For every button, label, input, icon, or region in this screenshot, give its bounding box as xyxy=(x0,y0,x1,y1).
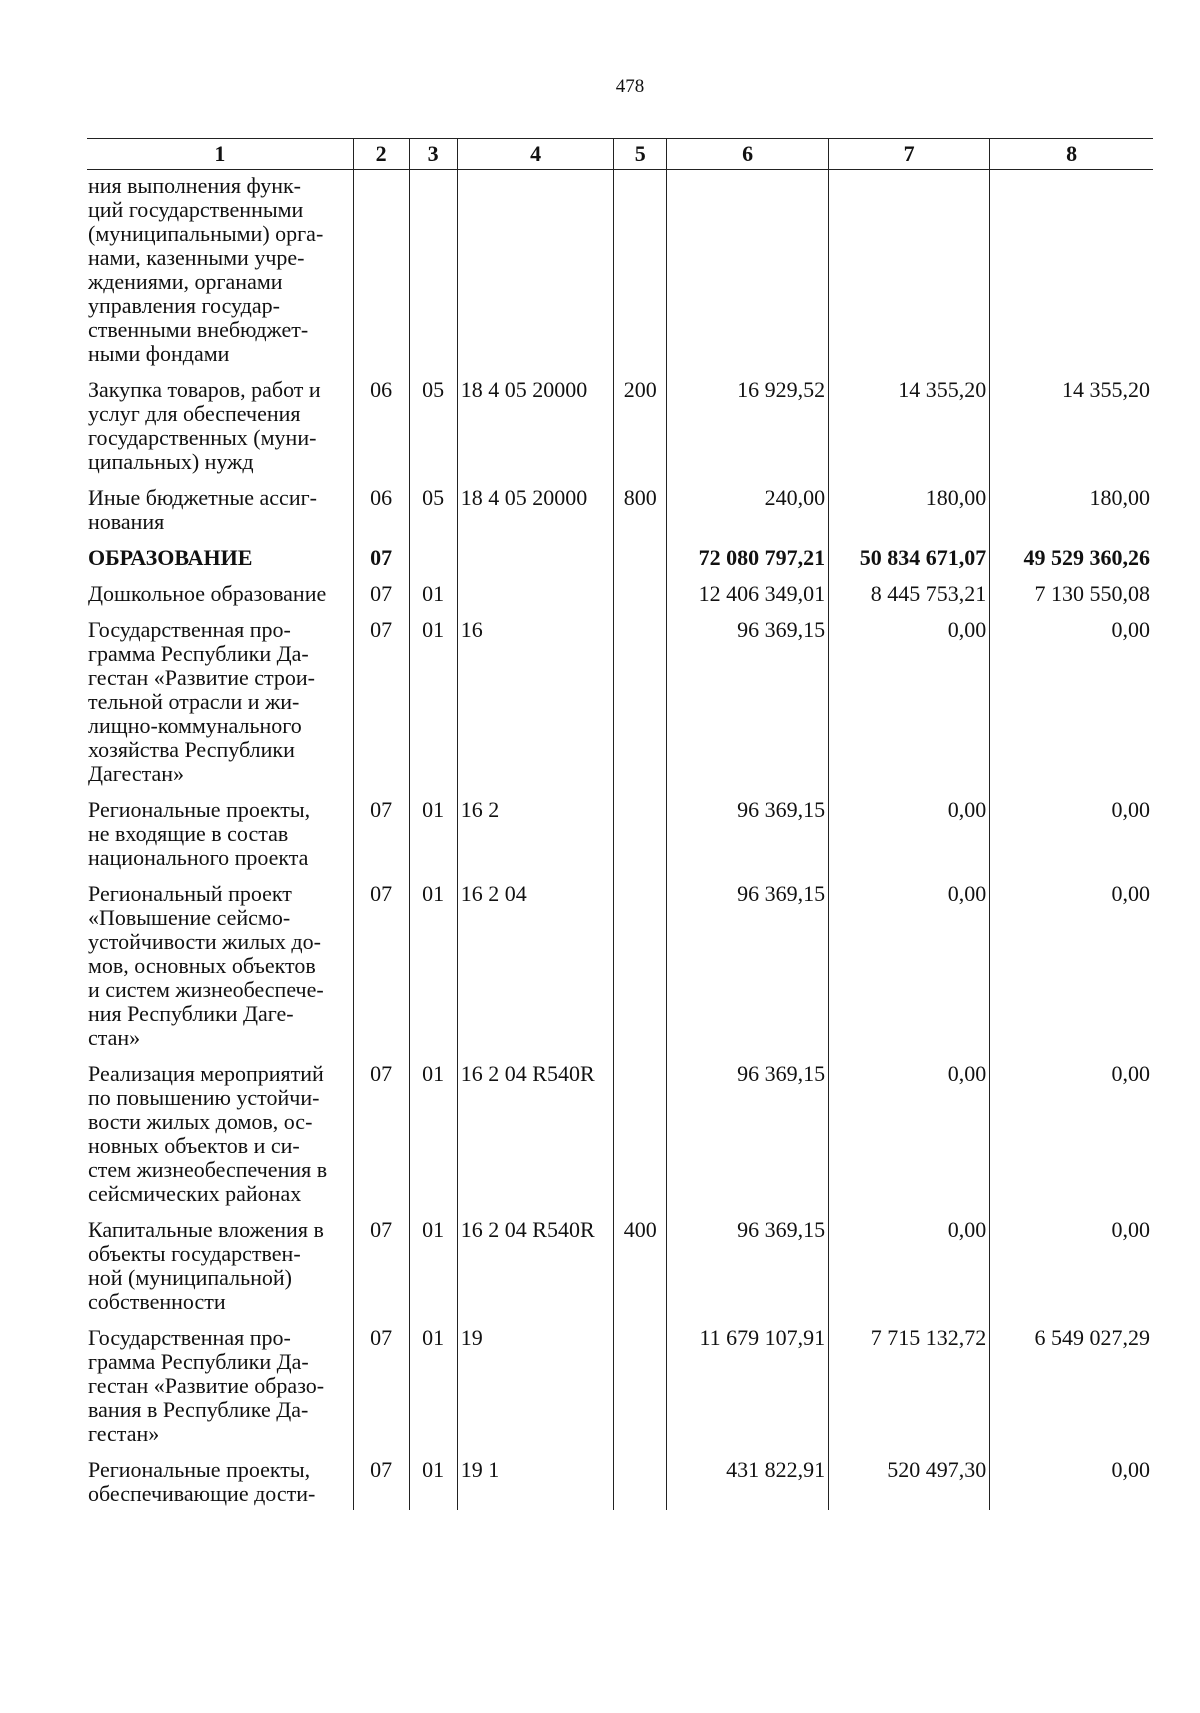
row-name: Региональный проект «Повышение сейсмо- устойчивости жилых до- мов, основных объектов и систем жизнеобеспече- ния Республики Даге- стан» xyxy=(88,881,324,1050)
section-code: 07 xyxy=(353,1214,409,1322)
target-article-code xyxy=(457,578,614,614)
table-row xyxy=(87,578,1153,614)
table-row xyxy=(87,614,1153,794)
section-code: 07 xyxy=(353,794,409,878)
expense-type-code: 800 xyxy=(614,482,667,542)
row-name: Реализация мероприятий по повышению устойчи- вости жилых домов, ос- новных объектов и си- стем жизнеобеспечения в сейсмических районах xyxy=(88,1061,328,1206)
column-header-5: 5 xyxy=(614,139,667,170)
target-article-code: 18 4 05 20000 xyxy=(457,482,614,542)
table-row xyxy=(87,1454,1153,1510)
section-code: 07 xyxy=(353,542,409,578)
expense-type-code xyxy=(614,614,667,794)
target-article-code xyxy=(457,170,614,375)
section-code: 07 xyxy=(353,1058,409,1214)
budget-table xyxy=(87,138,1153,1510)
target-article-code: 16 xyxy=(457,614,614,794)
amount-col-7: 50 834 671,07 xyxy=(829,542,990,578)
target-article-code: 16 2 04 xyxy=(457,878,614,1058)
amount-col-6 xyxy=(667,170,829,375)
amount-col-8: 0,00 xyxy=(990,614,1153,794)
amount-col-6: 96 369,15 xyxy=(667,878,829,1058)
amount-col-6: 96 369,15 xyxy=(667,1058,829,1214)
amount-col-7: 0,00 xyxy=(829,1058,990,1214)
amount-col-7 xyxy=(829,170,990,375)
amount-col-6: 96 369,15 xyxy=(667,794,829,878)
expense-type-code: 200 xyxy=(614,374,667,482)
section-code: 07 xyxy=(353,1454,409,1510)
header-row xyxy=(87,139,1153,170)
expense-type-code xyxy=(614,578,667,614)
amount-col-7: 180,00 xyxy=(829,482,990,542)
subsection-code xyxy=(409,542,457,578)
amount-col-6: 72 080 797,21 xyxy=(667,542,829,578)
subsection-code: 05 xyxy=(409,482,457,542)
amount-col-6: 11 679 107,91 xyxy=(667,1322,829,1454)
table-row xyxy=(87,482,1153,542)
table-row xyxy=(87,1214,1153,1322)
amount-col-8: 49 529 360,26 xyxy=(990,542,1153,578)
amount-col-6: 12 406 349,01 xyxy=(667,578,829,614)
table-row xyxy=(87,1058,1153,1214)
section-code: 07 xyxy=(353,614,409,794)
column-header-7: 7 xyxy=(829,139,990,170)
subsection-code xyxy=(409,170,457,375)
expense-type-code xyxy=(614,542,667,578)
column-header-4: 4 xyxy=(457,139,614,170)
table-body xyxy=(87,170,1153,1511)
row-name: Закупка товаров, работ и услуг для обеспечения государственных (муни- ципальных) нужд xyxy=(88,377,321,474)
subsection-code: 01 xyxy=(409,1058,457,1214)
amount-col-8: 7 130 550,08 xyxy=(990,578,1153,614)
subsection-code: 01 xyxy=(409,614,457,794)
amount-col-6: 240,00 xyxy=(667,482,829,542)
amount-col-8: 0,00 xyxy=(990,1454,1153,1510)
amount-col-8: 0,00 xyxy=(990,1214,1153,1322)
subsection-code: 01 xyxy=(409,1214,457,1322)
row-name: Капитальные вложения в объекты государствен- ной (муниципальной) собственности xyxy=(88,1217,324,1314)
section-code: 06 xyxy=(353,482,409,542)
amount-col-8: 0,00 xyxy=(990,794,1153,878)
amount-col-7: 14 355,20 xyxy=(829,374,990,482)
row-name: Государственная про- грамма Республики Да- гестан «Развитие строи- тельной отрасли и жи- лищно-коммунального хозяйства Республики Дагестан» xyxy=(88,617,315,786)
section-code: 07 xyxy=(353,578,409,614)
section-code: 07 xyxy=(353,1322,409,1454)
table-row xyxy=(87,1322,1153,1454)
column-header-8: 8 xyxy=(990,139,1153,170)
row-name: ния выполнения функ- ций государственными (муниципальными) орга- нами, казенными учре- ждениями, органами управления государ- ственными внебюджет- ными фондами xyxy=(88,173,324,366)
expense-type-code xyxy=(614,1322,667,1454)
amount-col-7: 0,00 xyxy=(829,1214,990,1322)
column-header-2: 2 xyxy=(353,139,409,170)
row-name: Региональные проекты, не входящие в состав национального проекта xyxy=(88,797,311,870)
column-header-1: 1 xyxy=(87,139,353,170)
amount-col-8: 180,00 xyxy=(990,482,1153,542)
target-article-code: 16 2 xyxy=(457,794,614,878)
table-row xyxy=(87,374,1153,482)
row-name: Региональные проекты, обеспечивающие дости- xyxy=(88,1457,316,1506)
amount-col-8: 0,00 xyxy=(990,878,1153,1058)
column-header-3: 3 xyxy=(409,139,457,170)
section-code: 07 xyxy=(353,878,409,1058)
section-code: 06 xyxy=(353,374,409,482)
target-article-code: 19 xyxy=(457,1322,614,1454)
amount-col-6: 96 369,15 xyxy=(667,614,829,794)
table-row xyxy=(87,794,1153,878)
target-article-code: 16 2 04 R540R xyxy=(457,1214,614,1322)
table-row xyxy=(87,542,1153,578)
expense-type-code xyxy=(614,1058,667,1214)
expense-type-code xyxy=(614,170,667,375)
amount-col-7: 520 497,30 xyxy=(829,1454,990,1510)
amount-col-7: 7 715 132,72 xyxy=(829,1322,990,1454)
amount-col-7: 0,00 xyxy=(829,794,990,878)
amount-col-6: 16 929,52 xyxy=(667,374,829,482)
row-name: Иные бюджетные ассиг- нования xyxy=(88,485,317,534)
amount-col-6: 96 369,15 xyxy=(667,1214,829,1322)
expense-type-code xyxy=(614,878,667,1058)
amount-col-7: 0,00 xyxy=(829,878,990,1058)
amount-col-8: 14 355,20 xyxy=(990,374,1153,482)
expense-type-code: 400 xyxy=(614,1214,667,1322)
amount-col-8: 6 549 027,29 xyxy=(990,1322,1153,1454)
table-row xyxy=(87,170,1153,375)
amount-col-7: 8 445 753,21 xyxy=(829,578,990,614)
subsection-code: 01 xyxy=(409,1454,457,1510)
target-article-code: 16 2 04 R540R xyxy=(457,1058,614,1214)
expense-type-code xyxy=(614,794,667,878)
target-article-code: 18 4 05 20000 xyxy=(457,374,614,482)
row-name: Дошкольное образование xyxy=(88,581,327,606)
subsection-code: 01 xyxy=(409,1322,457,1454)
amount-col-6: 431 822,91 xyxy=(667,1454,829,1510)
subsection-code: 01 xyxy=(409,578,457,614)
page-number: 478 xyxy=(615,76,645,97)
subsection-code: 01 xyxy=(409,794,457,878)
column-header-6: 6 xyxy=(667,139,829,170)
target-article-code: 19 1 xyxy=(457,1454,614,1510)
amount-col-8 xyxy=(990,170,1153,375)
subsection-code: 01 xyxy=(409,878,457,1058)
table-row xyxy=(87,878,1153,1058)
row-name: Государственная про- грамма Республики Да- гестан «Развитие образо- вания в Республике Да- гестан» xyxy=(88,1325,325,1446)
row-name: ОБРАЗОВАНИЕ xyxy=(88,545,253,570)
subsection-code: 05 xyxy=(409,374,457,482)
target-article-code xyxy=(457,542,614,578)
section-code xyxy=(353,170,409,375)
expense-type-code xyxy=(614,1454,667,1510)
amount-col-7: 0,00 xyxy=(829,614,990,794)
amount-col-8: 0,00 xyxy=(990,1058,1153,1214)
